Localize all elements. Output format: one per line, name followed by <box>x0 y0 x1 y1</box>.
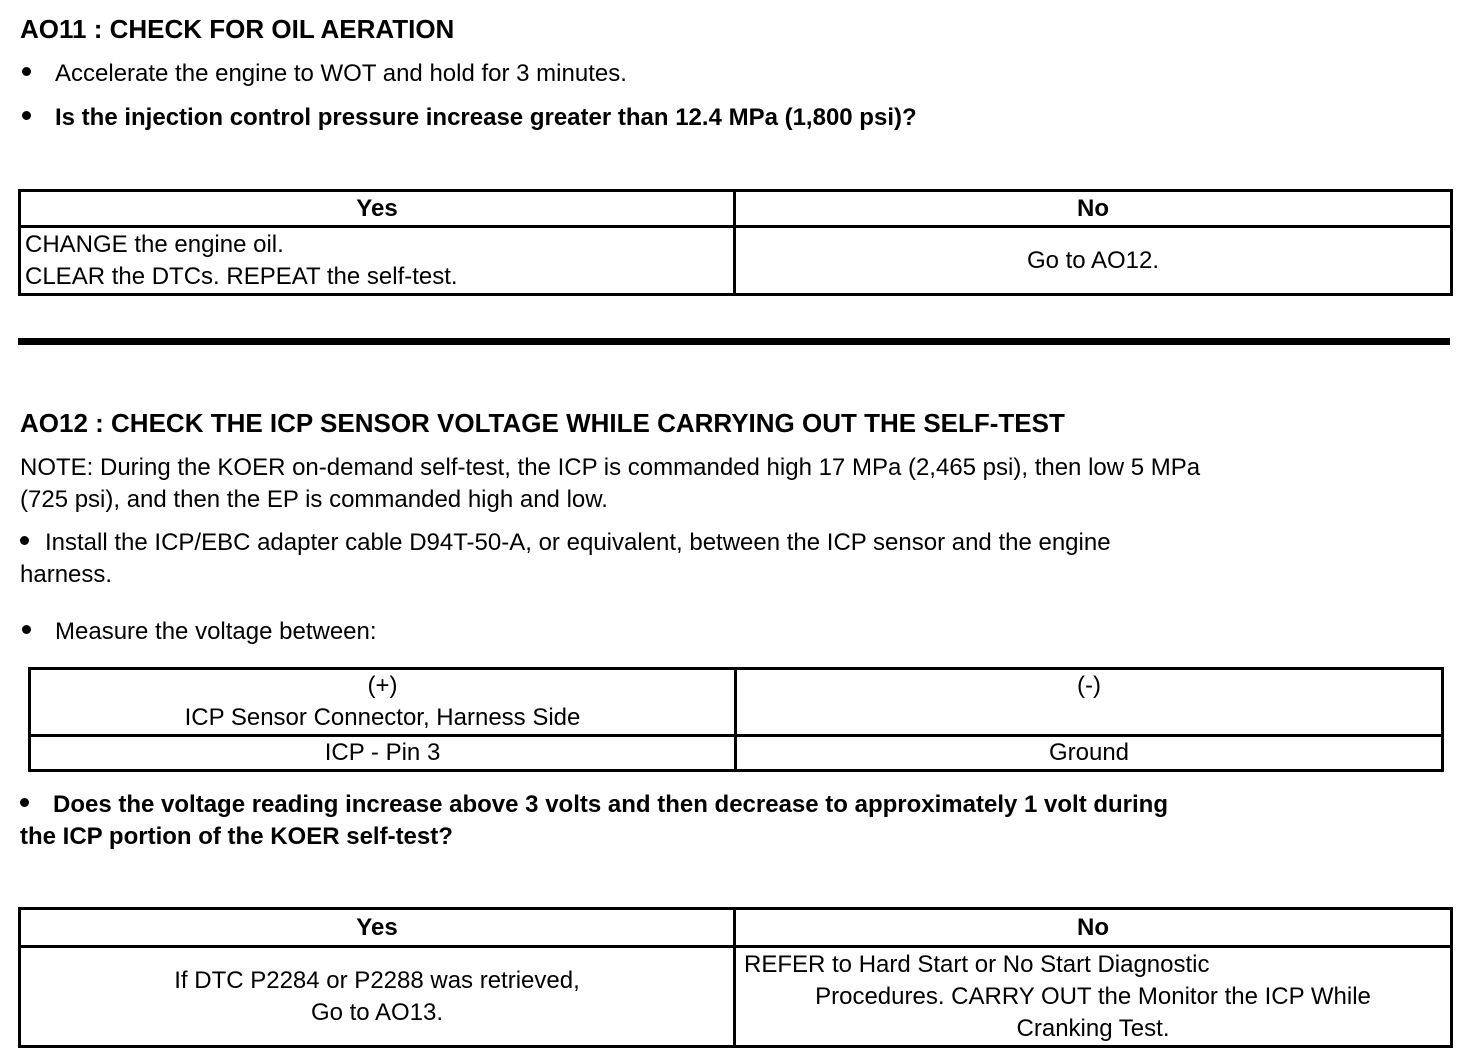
ao12-install-line2: harness. <box>20 561 113 588</box>
ao11-bullet-accelerate <box>22 58 627 90</box>
measure-plus-sub: ICP Sensor Connector, Harness Side <box>184 704 581 731</box>
ao12-yes-line1: If DTC P2284 or P2288 was retrieved, <box>174 966 580 994</box>
ao12-measure-text: Measure the voltage between: <box>55 618 377 645</box>
measure-minus-header: (-) <box>736 669 1443 736</box>
ao12-title: AO12 : CHECK THE ICP SENSOR VOLTAGE WHILE CARRYING OUT THE SELF-TEST <box>20 408 1065 438</box>
ao12-no-header: No <box>735 909 1452 947</box>
ao11-bullet-accelerate-text: Accelerate the engine to WOT and hold for 3 minutes. <box>55 60 627 87</box>
bullet-icon <box>20 798 29 807</box>
measure-plus-value: ICP - Pin 3 <box>30 736 736 771</box>
ao11-question-text: Is the injection control pressure increase greater than 12.4 MPa (1,800 psi)? <box>55 104 917 131</box>
ao11-title: AO11 : CHECK FOR OIL AERATION <box>20 14 455 44</box>
measure-minus-value: Ground <box>736 736 1443 771</box>
ao12-yes-header: Yes <box>20 909 735 947</box>
ao12-no-line2: Procedures. CARRY OUT the Monitor the ICP While <box>815 982 1371 1010</box>
ao12-yes-line2: Go to AO13. <box>310 998 444 1026</box>
ao12-question <box>20 789 1168 853</box>
ao11-no-cell: Go to AO12. <box>735 227 1452 295</box>
ao12-no-cell <box>735 947 1452 1047</box>
ao12-note <box>20 452 1200 516</box>
section-divider <box>18 338 1450 345</box>
ao12-note-line1: NOTE: During the KOER on-demand self-test, the ICP is commanded high 17 MPa (2,465 psi), then low 5 MPa <box>20 454 1201 481</box>
ao12-install-line1 <box>20 527 1111 559</box>
ao11-yes-header: Yes <box>20 191 735 227</box>
ao12-install-line1-text: Install the ICP/EBC adapter cable D94T-50-A, or equivalent, between the ICP sensor and the engine <box>45 529 1111 556</box>
ao11-yes-no-table <box>18 189 1453 296</box>
bullet-icon <box>22 111 31 120</box>
ao12-measure-instruction <box>22 616 377 648</box>
measure-plus-header: (+) <box>367 672 398 699</box>
ao12-yes-no-table <box>18 907 1453 1048</box>
ao12-no-line1: REFER to Hard Start or No Start Diagnostic <box>744 950 1210 978</box>
ao12-note-line2: (725 psi), and then the EP is commanded high and low. <box>20 486 608 513</box>
measure-plus-header-cell <box>30 669 736 736</box>
ao12-no-line3: Cranking Test. <box>1016 1014 1170 1042</box>
ao11-no-header: No <box>735 191 1452 227</box>
ao12-question-line1 <box>20 789 1168 821</box>
ao12-question-line2: the ICP portion of the KOER self-test? <box>20 823 453 850</box>
ao11-yes-line2: CLEAR the DTCs. REPEAT the self-test. <box>25 262 458 290</box>
bullet-icon <box>22 67 31 76</box>
bullet-icon <box>22 625 31 634</box>
ao11-yes-cell <box>20 227 735 295</box>
bullet-icon <box>20 536 29 545</box>
ao12-yes-cell <box>20 947 735 1047</box>
ao11-question <box>22 102 917 134</box>
ao12-install-instruction <box>20 527 1111 591</box>
ao12-question-line1-text: Does the voltage reading increase above 3 volts and then decrease to approximately 1 volt during <box>53 791 1169 818</box>
ao12-measure-table <box>28 667 1444 772</box>
ao11-yes-line1: CHANGE the engine oil. <box>25 230 284 258</box>
